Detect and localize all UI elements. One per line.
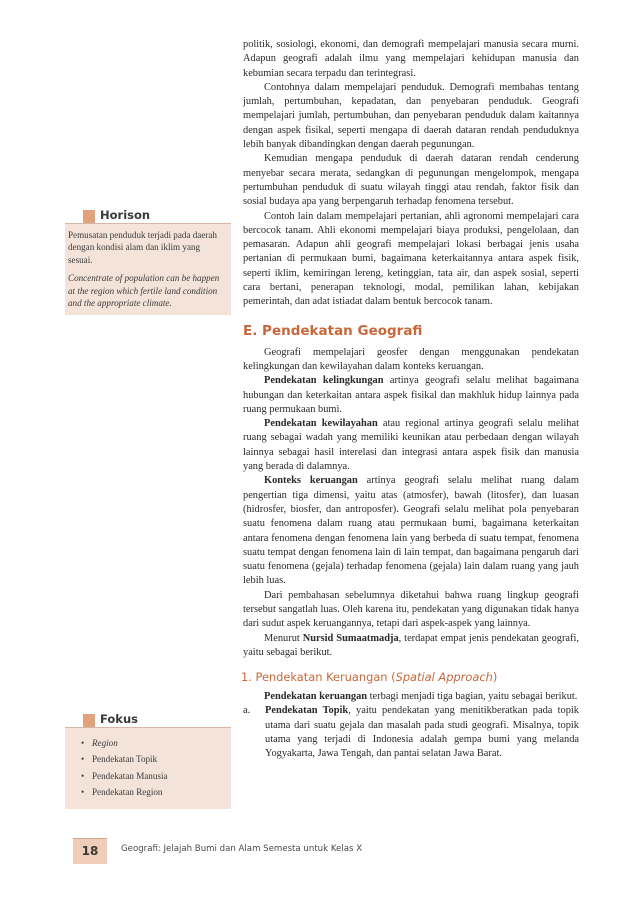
fokus-list bbox=[81, 735, 223, 799]
paragraph: Menurut Nursid Sumaatmadja, terdapat empat jenis pendekatan geografi, yaitu sebagai berikut. bbox=[243, 632, 579, 658]
paragraph: Pendekatan kelingkungan artinya geografi selalu melihat bagaimana hubungan dan keterkaitan antara aspek fisikal dan makhluk hidup lainnya pada ruang permukaan bumi. bbox=[243, 375, 580, 415]
horison-box bbox=[65, 209, 231, 315]
paragraph: Dari pembahasan sebelumnya diketahui bahwa ruang lingkup geografi tersebut sangatlah luas. Oleh karena itu, pendekatan yang digunakan tidak hanya dari sudut aspek keruangannya, tetapi dari aspek-aspek yang lainnya. bbox=[243, 589, 579, 630]
horison-body bbox=[65, 224, 231, 315]
fokus-box bbox=[65, 713, 231, 809]
paragraph: Geografi mempelajari geosfer dengan menggunakan pendekatan kelingkungan dan kewilayahan dalam konteks keruangan. bbox=[243, 346, 579, 372]
horison-title: Horison bbox=[100, 208, 151, 222]
subsection-1-heading: 1. Pendekatan Keruangan (Spatial Approach) bbox=[241, 670, 498, 685]
fokus-marker-icon bbox=[83, 714, 95, 727]
paragraph: Contoh lain dalam mempelajari pertanian, ahli agronomi mempelajari cara bercocok tanam. Ahli ekonomi mempelajari biaya produksi, pengelolaan, dan pemasaran. Adapun ahli geografi mempelajari lokasi berbagai jenis usaha pertanian di permukaan bumi, bagaimana keterkaitannya antara aspek fisik, seperti iklim, kemiringan lereng, ketinggian, tata air, dan aspek sosial, seperti cara bertani, penerapan teknologi, modal, pemilikan lahan, kebijakan pemerintah, dan adat istiadat dalam bentuk bercocok tanam. bbox=[243, 210, 579, 308]
paragraph: Pendekatan kewilayahan atau regional artinya geografi selalu melihat ruang sebagai wadah yang memiliki keunikan atau perbedaan dengan wilayah lainnya sebagai hasil interelasi dan integrasi antara aspek fisik dan manusia yang berada di dalamnya. bbox=[243, 418, 579, 473]
term: Pendekatan kewilayahan bbox=[264, 418, 378, 430]
section-e-heading: E. Pendekatan Geografi bbox=[243, 322, 423, 339]
horison-marker-icon bbox=[83, 210, 95, 223]
horison-text-id: Pemusatan penduduk terjadi pada daerah dengan kondisi alam dan iklim yang sesuai. bbox=[68, 230, 217, 265]
fokus-item: • Pendekatan Topik bbox=[81, 753, 223, 765]
author-name: Nursid Sumaatmadja bbox=[302, 632, 399, 644]
fokus-header bbox=[65, 713, 231, 728]
page-number: 18 bbox=[73, 838, 107, 864]
fokus-title: Fokus bbox=[100, 712, 138, 726]
horison-text-en: Concentrate of population can be happen at the region which fertile land condition and the appropriate climate. bbox=[68, 273, 220, 309]
paragraph: Kemudian mengapa penduduk di daerah dataran rendah cenderung menyebar secara merata, sedangkan di pegunungan mengelompok, mengapa pertumbuhan penduduk di suatu wilayah tinggi atau rendah, faktor fisik dan sosial budaya apa yang berpengaruh terhadap fenomena tersebut. bbox=[243, 153, 579, 208]
term: Konteks keruangan bbox=[264, 475, 358, 487]
fokus-body bbox=[65, 728, 231, 809]
term: Pendekatan Topik bbox=[265, 705, 349, 717]
term: Pendekatan kelingkungan bbox=[264, 375, 384, 387]
paragraph: Pendekatan keruangan terbagi menjadi tiga bagian, yaitu sebagai berikut. bbox=[264, 691, 578, 703]
paragraph: Konteks keruangan artinya geografi selalu melihat ruang dalam pengertian tiga dimensi, yaitu atas (atmosfer), bawah (litosfer), dan luasan (hidrosfer, biosfer, dan antroposfer). Geografi selalu melihat pola penyebaran suatu fenomena dalam ruang atau permukaan bumi, bagaimana keterkaitan antara fenomena dengan fenomena lain yang berbeda di suatu tempat, fenomena suatu tempat dengan fenomena lain di lain tempat, dan bagaimana pengaruh dari suatu fenomena (gejala) terhadap fenomena (gejala) lain dalam ruang yang jauh lebih luas. bbox=[243, 475, 579, 587]
term: Pendekatan keruangan bbox=[264, 691, 368, 703]
list-marker: a. bbox=[243, 705, 251, 717]
paragraph: Contohnya dalam mempelajari penduduk. Demografi membahas tentang jumlah, pertumbuhan, kepadatan, dan penyebaran penduduk. Geografi mempelajari jumlah, pertumbuhan, dan penyebaran penduduk dalam kaitannya dengan aspek fisikal, seperti mengapa di daerah dataran rendah penduduknya lebih banyak dibandingkan dengan daerah pegunungan. bbox=[243, 81, 579, 151]
paragraph: politik, sosiologi, ekonomi, dan demografi mempelajari manusia secara murni. Adapun geografi adalah ilmu yang mempelajari kehidupan manusia dan kebumian secara terpadu dan terintegrasi. bbox=[243, 39, 579, 79]
running-footer: Geografi: Jelajah Bumi dan Alam Semesta untuk Kelas X bbox=[121, 844, 363, 854]
fokus-item: • Pendekatan Manusia bbox=[81, 770, 223, 782]
list-item-a bbox=[243, 704, 579, 761]
fokus-item: • Pendekatan Region bbox=[81, 786, 223, 798]
list-item-text: Pendekatan Topik, yaitu pendekatan yang menitikberatkan pada topik utama dari suatu gejala dan masalah pada studi geografi. Misalnya, topik utama yang terjadi di Indonesia adalah gempa bumi yang melanda Yogyakarta, Jawa Tengah, dan pantai selatan Jawa Barat. bbox=[265, 705, 579, 760]
fokus-item: • Region bbox=[81, 737, 223, 749]
horison-header bbox=[65, 209, 231, 224]
main-column bbox=[243, 38, 579, 762]
